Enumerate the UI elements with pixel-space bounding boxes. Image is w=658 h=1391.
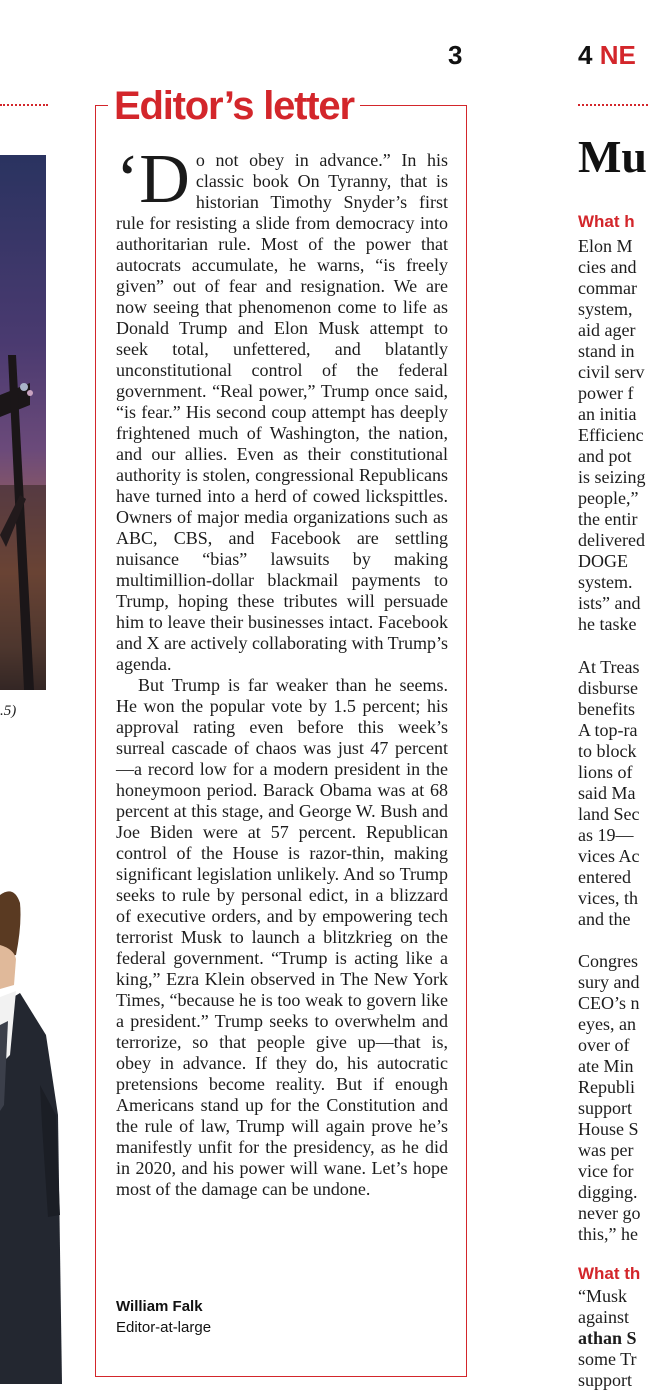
letter-paragraph-2: But Trump is far weaker than he seems. He won the popular vote by 1.5 percent; his approval rating even before this week’s surreal cascade of chaos was just 47 percent—a record low for a modern president in the honeymoon period. Barack Obama was at 68 percent at this stage, and George W. Bush and Joe Biden were at 57 percent. Republican control of the House is razor-thin, making significant legislation unlikely. And so Trump seeks to rule by personal edict, in a blizzard of executive orders, and by empowering tech terrorist Musk to launch a blitzkrieg on the federal government. “Trump is acting like a king,” Ezra Klein observed in The New York Times, “because he is too weak to govern like a president.” Trump seeks to overwhelm and terrorize, so that people give up—that is, obey in advance. If they do, his autocratic pretensions become reality. But if enough Americans stand up for the Constitution and the rule of law, Trump will again prove he’s manifestly unfit for the presidency, as he did in 2020, and his power will wane. Let’s hope most of the damage can be undone.: [116, 675, 448, 1199]
right-column-line: some Tr: [578, 1349, 637, 1369]
right-column-line: over of: [578, 1035, 630, 1055]
right-column-line: Efficienc: [578, 425, 644, 445]
right-column-line: power f: [578, 383, 634, 403]
right-subhead-2: What th: [578, 1264, 641, 1283]
right-column-line: civil serv: [578, 362, 645, 382]
right-column-line: this,” he: [578, 1224, 638, 1244]
left-photo-caption-fragment: .5): [0, 703, 17, 719]
right-column-line: digging.: [578, 1182, 638, 1202]
right-column-line: Elon M: [578, 236, 633, 256]
right-column-line: DOGE: [578, 551, 628, 571]
right-column-line: At Treas: [578, 657, 640, 677]
right-column-2: [578, 657, 658, 930]
right-column-line: CEO’s n: [578, 993, 640, 1013]
right-column-line: land Sec: [578, 804, 640, 824]
right-column-line: lions of: [578, 762, 633, 782]
right-column-line: system,: [578, 299, 633, 319]
right-subhead-1: What h: [578, 212, 635, 231]
right-column-line: sury and: [578, 972, 640, 992]
right-column-line: athan S: [578, 1328, 637, 1348]
right-section-header: [578, 40, 636, 71]
right-column-line: never go: [578, 1203, 641, 1223]
right-column-line: “Musk: [578, 1286, 627, 1306]
right-column-line: eyes, an: [578, 1014, 636, 1034]
right-column-line: as 19—: [578, 825, 634, 845]
right-column-line: system.: [578, 572, 633, 592]
right-column-line: to block: [578, 741, 637, 761]
right-column-line: A top-ra: [578, 720, 638, 740]
right-column-line: people,”: [578, 488, 639, 508]
letter-paragraph-1: [116, 141, 448, 675]
right-column-line: aid ager: [578, 320, 636, 340]
left-page-photo-bottom: [0, 885, 64, 1384]
right-column-line: support: [578, 1098, 632, 1118]
right-column-line: is seizing: [578, 467, 646, 487]
right-column-line: vices, th: [578, 888, 638, 908]
right-column-line: commar: [578, 278, 637, 298]
right-column-line: and the: [578, 909, 631, 929]
letter-paragraph-1-text: o not obey in advance.” In his classic book On Tyranny, that is historian Timothy Snyder’s first rule for resisting a slide from democracy into authoritarian rule. Most of the power that autocrats accumulate, he warns, “is freely given” out of fear and resignation. We are now seeing that phenomenon come to life as Donald Trump and Elon Musk attempt to seek total, unfettered, and blatantly unconstitutional control of the federal government. “Real power,” Trump once said, “is fear.” His second coup attempt has deeply frightened much of Washington, the nation, and our allies. Even as their constitutional authority is stolen, congressional Republicans have turned into a herd of cowed lickspittles. Owners of major media organizations such as ABC, CBS, and Facebook are settling nuisance “bias” lawsuits by making multimillion-dollar blackmail payments to Trump, hoping these tributes will persuade him to leave their businesses intact. Facebook and X are actively collaborating with Trump’s agenda.: [116, 150, 448, 674]
right-column-line: disburse: [578, 678, 638, 698]
right-column-line: support: [578, 1370, 632, 1390]
right-column-line: ate Min: [578, 1056, 634, 1076]
right-section-name: NE: [599, 40, 636, 70]
right-page-number: 4: [578, 40, 593, 70]
page-number: 3: [448, 40, 463, 70]
right-column-line: House S: [578, 1119, 639, 1139]
right-column-line: entered: [578, 867, 631, 887]
right-column-line: benefits: [578, 699, 635, 719]
right-column-line: Republi: [578, 1077, 635, 1097]
right-column-line: an initia: [578, 404, 637, 424]
right-column-1: [578, 236, 658, 635]
right-column-line: stand in: [578, 341, 635, 361]
drop-cap: ‘D: [116, 141, 190, 218]
right-column-line: against: [578, 1307, 629, 1327]
right-column-line: was per: [578, 1140, 634, 1160]
right-column-3: [578, 951, 658, 1245]
right-column-line: cies and: [578, 257, 637, 277]
signature-name: William Falk: [116, 1298, 203, 1315]
right-column-line: the entir: [578, 509, 638, 529]
right-page-divider: [578, 104, 648, 106]
left-page-photo-top: [0, 155, 46, 690]
right-page-clip: [560, 0, 647, 1390]
editors-letter-title: Editor’s letter: [108, 84, 360, 128]
left-page-divider: [0, 104, 48, 106]
right-column-line: said Ma: [578, 783, 636, 803]
right-column-line: ists” and: [578, 593, 641, 613]
right-column-line: he taske: [578, 614, 637, 634]
right-column-4: [578, 1286, 658, 1391]
editors-letter-body: [116, 141, 448, 1200]
right-headline: Mu: [578, 131, 647, 182]
right-column-line: vice for: [578, 1161, 634, 1181]
right-column-line: Congres: [578, 951, 638, 971]
right-column-line: delivered: [578, 530, 645, 550]
signature-role: Editor-at-large: [116, 1319, 212, 1336]
right-column-line: vices Ac: [578, 846, 640, 866]
right-column-line: and pot: [578, 446, 632, 466]
